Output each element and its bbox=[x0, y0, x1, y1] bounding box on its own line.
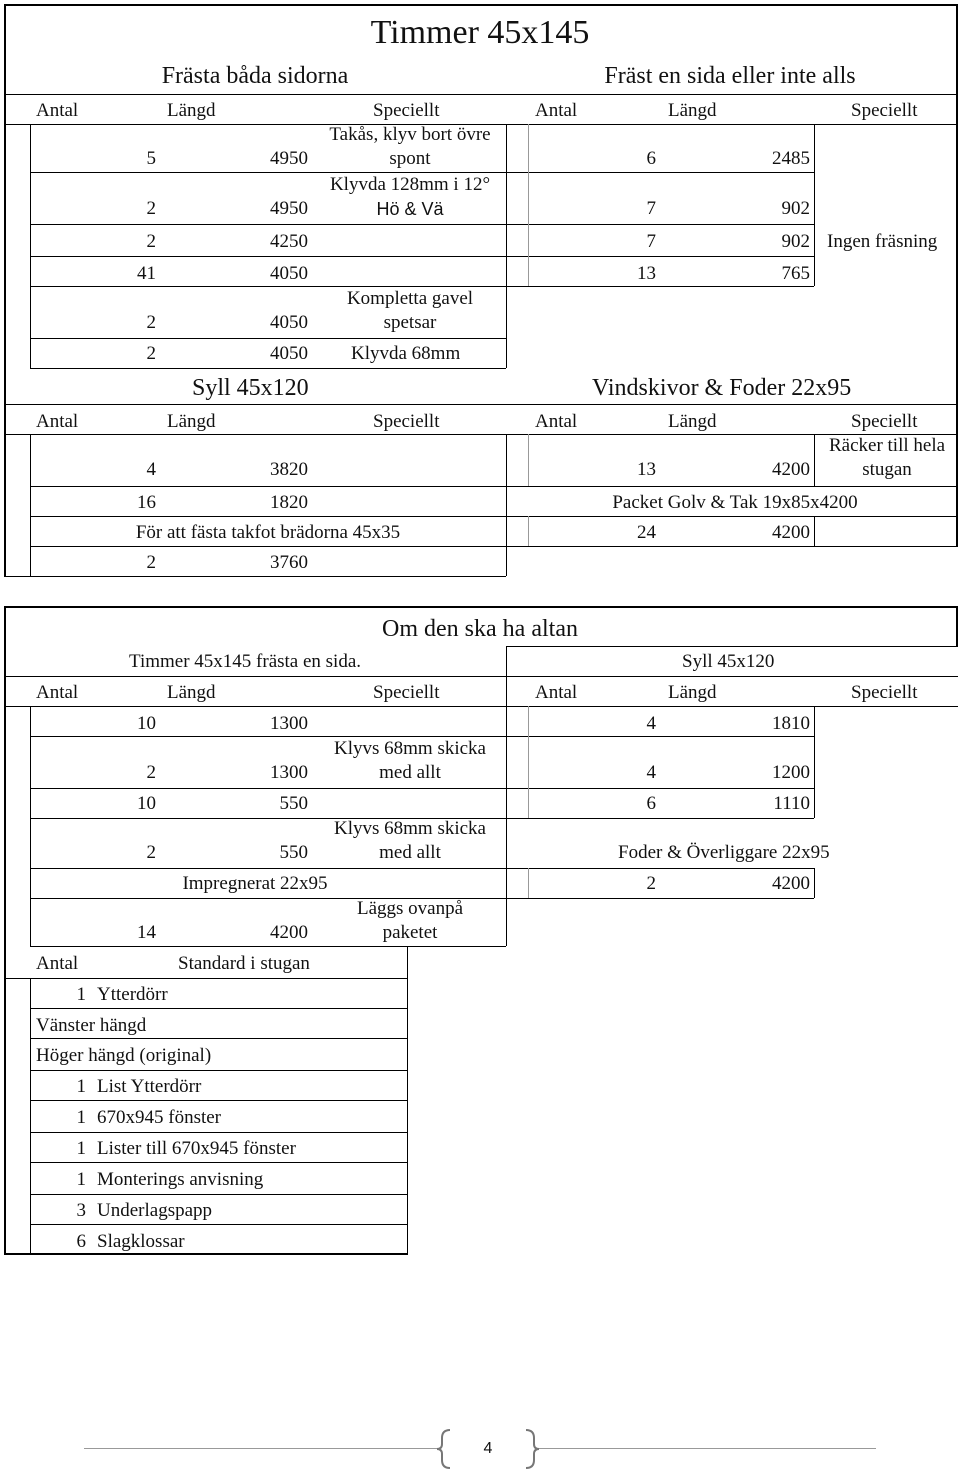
item-name: Slagklossar bbox=[97, 1231, 185, 1252]
cell-antal: 5 bbox=[146, 148, 156, 169]
row-divider bbox=[30, 788, 814, 789]
cell-speciellt: Takås, klyv bort övre bbox=[329, 124, 491, 145]
cell-langd-right: 1810 bbox=[772, 713, 810, 734]
right-section-title: Fräst en sida eller inte alls bbox=[604, 63, 856, 89]
cell-langd: 550 bbox=[279, 842, 308, 863]
col-divider bbox=[30, 124, 31, 368]
item-name: Lister till 670x945 fönster bbox=[97, 1138, 296, 1159]
footer-line-right bbox=[536, 1448, 876, 1449]
page-title: Timmer 45x145 bbox=[370, 14, 590, 51]
col-divider bbox=[30, 706, 31, 946]
altan-title: Om den ska ha altan bbox=[382, 616, 578, 642]
row-divider bbox=[30, 1038, 408, 1039]
cell-antal: 2 bbox=[146, 312, 156, 333]
cell-antal: 2 bbox=[146, 343, 156, 364]
col-divider bbox=[528, 434, 529, 486]
cell-langd: 1820 bbox=[270, 492, 308, 513]
col-divider bbox=[407, 946, 408, 1254]
cell-antal-right: 2 bbox=[646, 873, 656, 894]
cell-speciellt-line2: med allt bbox=[379, 762, 441, 783]
col-divider bbox=[528, 124, 529, 286]
divider bbox=[4, 94, 958, 95]
cell-antal: 16 bbox=[137, 492, 156, 513]
cell-langd: 4950 bbox=[270, 198, 308, 219]
cell-speciellt-line2: spetsar bbox=[383, 312, 437, 333]
row-divider bbox=[4, 1253, 408, 1255]
cell-speciellt-line2: paketet bbox=[382, 922, 438, 943]
col-divider bbox=[506, 124, 507, 368]
cell-langd: 4050 bbox=[270, 312, 308, 333]
header-antal-right: Antal bbox=[535, 411, 578, 432]
frame-right bbox=[956, 606, 958, 646]
item-name: List Ytterdörr bbox=[97, 1076, 202, 1097]
frame-top bbox=[4, 606, 958, 608]
header-speciellt-right: Speciellt bbox=[851, 682, 918, 703]
cell-antal: 4 bbox=[146, 459, 156, 480]
col-divider bbox=[506, 434, 507, 576]
row-divider bbox=[30, 368, 506, 369]
cell-speciellt-line2: spont bbox=[389, 148, 431, 169]
header-langd-right: Längd bbox=[668, 411, 717, 432]
frame-left bbox=[4, 4, 6, 576]
cell-speciellt: Kompletta gavel bbox=[346, 288, 474, 309]
page-number: 4 bbox=[483, 1440, 493, 1457]
cell-antal: 2 bbox=[146, 198, 156, 219]
header-speciellt: Speciellt bbox=[373, 100, 440, 121]
col-divider bbox=[814, 434, 815, 486]
item-qty: 1 bbox=[76, 1076, 86, 1097]
cell-langd-right: 4200 bbox=[772, 459, 810, 480]
left-section-title: Frästa båda sidorna bbox=[161, 63, 349, 89]
item-qty: 1 bbox=[76, 1169, 86, 1190]
header-langd-right: Längd bbox=[668, 100, 717, 121]
cell-antal: 2 bbox=[146, 231, 156, 252]
standard-header-antal: Antal bbox=[36, 953, 79, 974]
row-divider bbox=[30, 286, 814, 287]
frame-top bbox=[4, 4, 958, 6]
cell-antal: 14 bbox=[137, 922, 156, 943]
row-divider bbox=[30, 1100, 408, 1101]
cell-langd: 4950 bbox=[270, 148, 308, 169]
row-divider bbox=[30, 486, 958, 487]
row-divider bbox=[30, 516, 958, 517]
cell-langd: 4200 bbox=[270, 922, 308, 943]
header-langd: Längd bbox=[167, 411, 216, 432]
col-divider bbox=[528, 706, 529, 818]
cell-speciellt: Klyvda 128mm i 12° bbox=[329, 174, 491, 195]
cell-antal-right: 4 bbox=[646, 762, 656, 783]
cell-antal: 10 bbox=[137, 793, 156, 814]
cell-speciellt-right: Ingen fräsning bbox=[827, 231, 938, 252]
cell-antal: 2 bbox=[146, 842, 156, 863]
cell-speciellt: Klyvs 68mm skicka bbox=[334, 738, 486, 759]
header-langd: Längd bbox=[167, 682, 216, 703]
col-divider bbox=[814, 868, 815, 898]
col-divider bbox=[528, 516, 529, 546]
frame-left bbox=[4, 606, 6, 1254]
header-speciellt: Speciellt bbox=[373, 411, 440, 432]
row-divider bbox=[4, 978, 408, 979]
header-speciellt-right: Speciellt bbox=[851, 411, 918, 432]
cell-langd: 1300 bbox=[270, 762, 308, 783]
cell-antal-right: 6 bbox=[646, 148, 656, 169]
altan-right-title: Syll 45x120 bbox=[682, 651, 775, 672]
header-antal: Antal bbox=[36, 411, 79, 432]
cell-langd-right: 1110 bbox=[773, 793, 810, 814]
cell-antal: 2 bbox=[146, 552, 156, 573]
row-divider bbox=[30, 1194, 408, 1195]
header-langd: Längd bbox=[167, 100, 216, 121]
item-qty: 3 bbox=[76, 1200, 86, 1221]
cell-langd-right: 4200 bbox=[772, 873, 810, 894]
cell-antal-right: 4 bbox=[646, 713, 656, 734]
cell-langd: 3820 bbox=[270, 459, 308, 480]
cell-antal-right: 7 bbox=[646, 198, 656, 219]
row-divider bbox=[30, 1070, 408, 1071]
row-divider bbox=[30, 736, 814, 737]
divider bbox=[4, 676, 958, 677]
impregnerat-label: Impregnerat 22x95 bbox=[182, 873, 328, 894]
header-langd-right: Längd bbox=[668, 682, 717, 703]
row-divider bbox=[30, 546, 958, 547]
cell-langd: 1300 bbox=[270, 713, 308, 734]
header-speciellt-right: Speciellt bbox=[851, 100, 918, 121]
item-qty: 1 bbox=[76, 1138, 86, 1159]
col-divider bbox=[528, 868, 529, 898]
row-divider bbox=[30, 172, 814, 173]
foder-label: Foder & Överliggare 22x95 bbox=[618, 842, 830, 863]
row-divider bbox=[30, 946, 506, 947]
cell-antal-right: 6 bbox=[646, 793, 656, 814]
row-divider bbox=[30, 338, 506, 339]
cell-speciellt: Klyvs 68mm skicka bbox=[334, 818, 486, 839]
cell-antal-right: 24 bbox=[637, 522, 656, 543]
cell-antal: 41 bbox=[137, 263, 156, 284]
row-divider bbox=[30, 1132, 408, 1133]
item-qty: 1 bbox=[76, 1107, 86, 1128]
item-name: Underlagspapp bbox=[97, 1200, 213, 1221]
cell-speciellt: Läggs ovanpå bbox=[356, 898, 464, 919]
footer-line-left bbox=[84, 1448, 440, 1449]
cell-langd-right: 902 bbox=[781, 198, 810, 219]
packet-note: Packet Golv & Tak 19x85x4200 bbox=[612, 492, 858, 513]
item-name: Monterings anvisning bbox=[97, 1169, 264, 1190]
syll-title: Syll 45x120 bbox=[192, 375, 309, 401]
item-name: Höger hängd (original) bbox=[36, 1045, 212, 1066]
row-divider bbox=[4, 576, 506, 577]
row-divider bbox=[30, 1162, 408, 1163]
cell-antal: 2 bbox=[146, 762, 156, 783]
cell-speciellt: Klyvda 68mm bbox=[351, 343, 461, 364]
cell-antal: 10 bbox=[137, 713, 156, 734]
cell-speciellt-right-line2: stugan bbox=[862, 459, 912, 480]
standard-header-title: Standard i stugan bbox=[178, 953, 310, 974]
cell-antal-right: 13 bbox=[637, 459, 656, 480]
cell-langd: 550 bbox=[279, 793, 308, 814]
col-divider bbox=[30, 978, 31, 1254]
header-speciellt: Speciellt bbox=[373, 682, 440, 703]
col-divider bbox=[814, 706, 815, 818]
divider bbox=[506, 646, 958, 647]
cell-langd: 4050 bbox=[270, 263, 308, 284]
col-divider bbox=[30, 434, 31, 576]
item-name: Ytterdörr bbox=[97, 984, 168, 1005]
row-divider bbox=[30, 1224, 408, 1225]
takfot-label: För att fästa takfot brädorna 45x35 bbox=[135, 522, 401, 543]
cell-antal-right: 7 bbox=[646, 231, 656, 252]
cell-langd: 4250 bbox=[270, 231, 308, 252]
col-divider bbox=[814, 124, 815, 286]
header-antal: Antal bbox=[36, 682, 79, 703]
cell-speciellt-right: Räcker till hela bbox=[828, 435, 946, 456]
header-antal: Antal bbox=[36, 100, 79, 121]
col-divider bbox=[814, 516, 815, 546]
cell-langd-right: 2485 bbox=[772, 148, 810, 169]
item-name: Vänster hängd bbox=[36, 1015, 147, 1036]
altan-left-title: Timmer 45x145 frästa en sida. bbox=[129, 651, 362, 672]
col-divider bbox=[506, 646, 507, 946]
cell-antal-right: 13 bbox=[637, 263, 656, 284]
vindskivor-title: Vindskivor & Foder 22x95 bbox=[592, 375, 852, 401]
item-qty: 1 bbox=[76, 984, 86, 1005]
cell-langd-right: 902 bbox=[781, 231, 810, 252]
cell-langd-right: 1200 bbox=[772, 762, 810, 783]
row-divider bbox=[30, 868, 814, 869]
header-antal-right: Antal bbox=[535, 682, 578, 703]
divider bbox=[4, 404, 958, 405]
header-antal-right: Antal bbox=[535, 100, 578, 121]
cell-langd-right: 4200 bbox=[772, 522, 810, 543]
row-divider bbox=[30, 224, 814, 225]
cell-speciellt-line2: Hö & Vä bbox=[376, 199, 444, 219]
row-divider bbox=[30, 256, 814, 257]
cell-langd: 4050 bbox=[270, 343, 308, 364]
cell-langd: 3760 bbox=[270, 552, 308, 573]
cell-speciellt-line2: med allt bbox=[379, 842, 441, 863]
cell-langd-right: 765 bbox=[781, 263, 810, 284]
item-name: 670x945 fönster bbox=[97, 1107, 222, 1128]
row-divider bbox=[30, 1008, 408, 1009]
item-qty: 6 bbox=[76, 1231, 86, 1252]
